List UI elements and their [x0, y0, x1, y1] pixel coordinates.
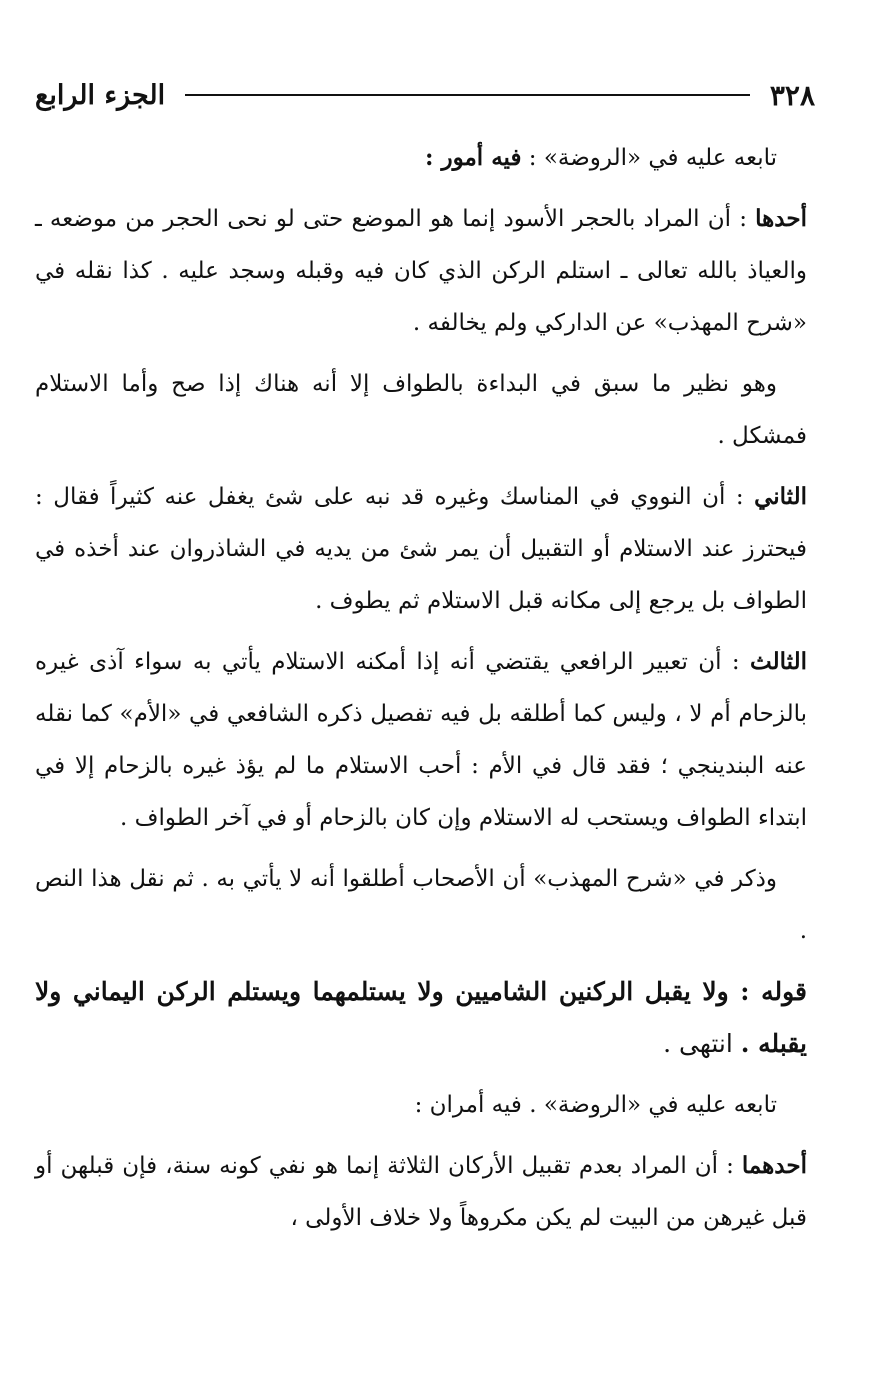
paragraph-second-point	[35, 471, 807, 627]
paragraph-intro-2	[35, 1079, 807, 1131]
paragraph-comment	[35, 358, 807, 462]
paragraph-lead: الثالث	[750, 648, 807, 675]
quoted-statement: قوله : ولا يقبل الركنين الشاميين ولا يستلمهما ويستلم الركن اليماني ولا يقبله .	[35, 977, 807, 1058]
paragraph-first-point	[35, 193, 807, 349]
header-rule	[185, 94, 750, 96]
paragraph-lead: أحدها	[755, 205, 807, 232]
page-number: ٣٢٨	[769, 78, 815, 112]
paragraph-text: تابعه عليه في «الروضة» :	[521, 145, 777, 171]
paragraph-text: : أن المراد بالحجر الأسود إنما هو الموضع حتى لو نحى الحجر من موضعه ـ والعياذ بالله تعالى ـ استلم الركن الذي كان فيه وقبله وسجد عليه . كذا نقله في «شرح المهذب» عن الداركي ولم يخالفه .	[35, 206, 807, 336]
paragraph-bold-tail: فيه أمور :	[425, 144, 522, 171]
page-header	[35, 70, 815, 120]
paragraph-text: وهو نظير ما سبق في البداءة بالطواف إلا أنه هناك إذا صح وأما الاستلام فمشكل .	[35, 371, 807, 449]
paragraph-first-of-two	[35, 1140, 807, 1244]
paragraph-text: : أن المراد بعدم تقبيل الأركان الثلاثة إنما هو نفي كونه سنة، فإن قبلهن أو قبل غيرهن من البيت لم يكن مكروهاً ولا خلاف الأولى ،	[35, 1153, 807, 1231]
paragraph-text: تابعه عليه في «الروضة» . فيه أمران :	[414, 1092, 777, 1118]
running-title: الجزء الرابع	[35, 79, 166, 111]
paragraph-text: : أن تعبير الرافعي يقتضي أنه إذا أمكنه الاستلام يأتي به سواء آذى غيره بالزحام أم لا ، وليس كما أطلقه بل فيه تفصيل ذكره الشافعي في «الأم» كما نقله عنه البندينجي ؛ فقد قال في الأم : أحب الاستلام ما لم يؤذ غيره بالزحام إلا في ابتداء الطواف ويستحب له الاستلام وإن كان بالزحام أو في آخر الطواف .	[35, 649, 807, 831]
paragraph-lead: أحدهما	[741, 1152, 807, 1179]
paragraph-lead: الثاني	[754, 483, 807, 510]
paragraph-third-point	[35, 636, 807, 844]
paragraph-quoted-statement	[35, 966, 807, 1070]
page-body	[35, 132, 807, 1253]
quoted-statement-tail: انتهى .	[663, 1029, 741, 1058]
paragraph-text: وذكر في «شرح المهذب» أن الأصحاب أطلقوا أنه لا يأتي به . ثم نقل هذا النص .	[35, 866, 807, 944]
paragraph-intro	[35, 132, 807, 184]
paragraph-note	[35, 853, 807, 957]
paragraph-text: : أن النووي في المناسك وغيره قد نبه على شئ يغفل عنه كثيراً فقال : فيحترز عند الاستلام أو التقبيل أن يمر شئ من يديه في الشاذروان عند أخذه في الطواف بل يرجع إلى مكانه قبل الاستلام ثم يطوف .	[35, 484, 807, 614]
